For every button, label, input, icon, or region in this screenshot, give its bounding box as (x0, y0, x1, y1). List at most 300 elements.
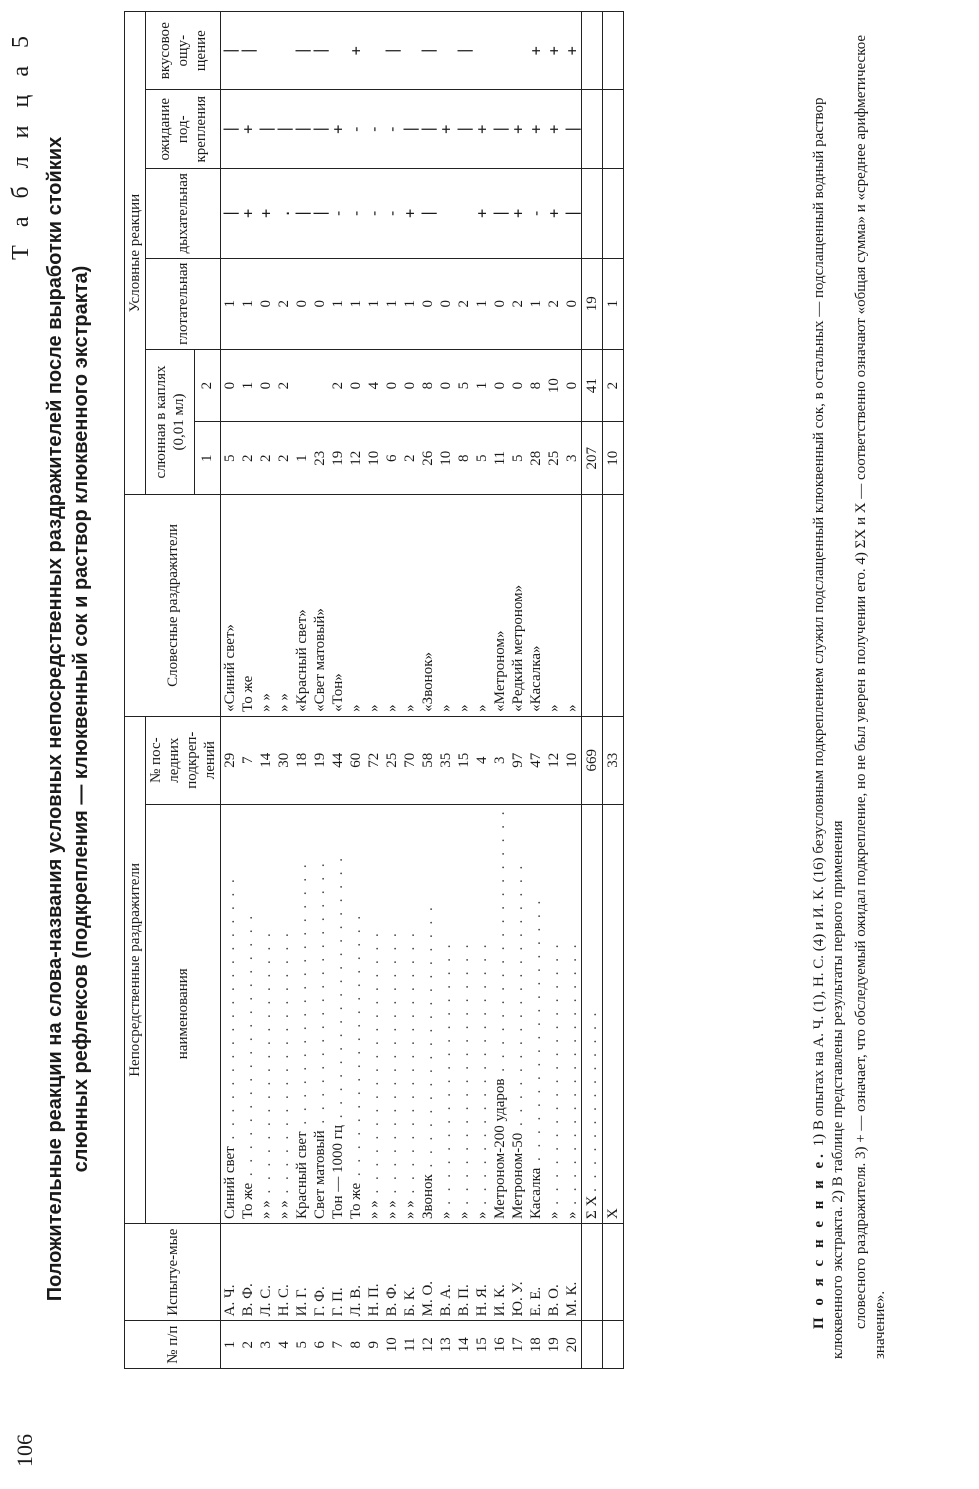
row-number: 4 (275, 1321, 293, 1369)
row-stimulus-name: Синий свет . . . . . . . . . . . . . . . . . . . . (221, 804, 240, 1223)
row-taste: | (419, 12, 437, 90)
row-expect: + (527, 90, 545, 169)
row-expect: | (455, 90, 473, 169)
row-reinforcement-count: 97 (509, 716, 527, 804)
row-saliva-2: 0 (347, 349, 365, 421)
row-number: 15 (473, 1321, 491, 1369)
row-number: 20 (563, 1321, 582, 1369)
row-swallow: 2 (509, 258, 527, 349)
leader-dots: . . . . . . . . . . . . . . . . . . . . (438, 941, 454, 1212)
sum-saliva-1: 207 (582, 422, 603, 495)
row-stimulus-name: Свет матовый . . . . . . . . . . . . . . . . . . . . (311, 804, 329, 1223)
row-reinforcement-count: 60 (347, 716, 365, 804)
leader-dots: . . . . . . . . . . . . . . . . . . . . (384, 930, 400, 1201)
row-saliva-1: 5 (473, 422, 491, 495)
row-taste (437, 12, 455, 90)
row-subject: Г. Ф. (311, 1224, 329, 1321)
leader-dots: . . . . . . . . . . . . . . . . . . . . (420, 904, 436, 1175)
row-subject: Б. К. (401, 1224, 419, 1321)
row-swallow: 1 (527, 258, 545, 349)
row-subject: В. Ф. (239, 1224, 257, 1321)
row-breath: + (545, 169, 563, 258)
table-label: Т а б л и ц а 5 (8, 30, 34, 260)
header-rownum: № п/п (125, 1321, 221, 1369)
row-breath: + (473, 169, 491, 258)
row-stimulus-name: » . . . . . . . . . . . . . . . . . . . . (455, 804, 473, 1223)
row-taste (257, 12, 275, 90)
sum-leader-dots: . . . . . . . . . . . . . . (584, 1009, 600, 1192)
row-breath: + (257, 169, 275, 258)
row-breath: | (221, 169, 240, 258)
mean-saliva-1: 10 (603, 422, 624, 495)
row-verbal-stimulus: » (563, 495, 582, 717)
mean-row (603, 12, 624, 1369)
row-taste: | (293, 12, 311, 90)
table-row (239, 12, 257, 1369)
note-paragraph-2: словесного раздражителя. 3) + — означает, что обследуемый ожидал подкрепление, но не был уверен в получении его. 4) ΣX и X — соответственно означают «общая сумма» и «среднее арифметическое значение». (853, 34, 888, 1359)
row-verbal-stimulus: «Тон» (329, 495, 347, 717)
row-saliva-1: 8 (455, 422, 473, 495)
row-taste (509, 12, 527, 90)
row-subject: Н. С. (275, 1224, 293, 1321)
sum-empty-3 (582, 495, 603, 717)
row-reinforcement-count: 44 (329, 716, 347, 804)
row-swallow: 0 (257, 258, 275, 349)
row-verbal-stimulus: «Свет матовый» (311, 495, 329, 717)
sum-label (582, 804, 603, 1223)
table-row (257, 12, 275, 1369)
row-saliva-1: 5 (509, 422, 527, 495)
row-verbal-stimulus: » (455, 495, 473, 717)
row-taste: + (545, 12, 563, 90)
sum-count: 669 (582, 716, 603, 804)
row-taste (365, 12, 383, 90)
row-saliva-1: 1 (293, 422, 311, 495)
row-subject: Ю. У. (509, 1224, 527, 1321)
table-row (293, 12, 311, 1369)
table-row (401, 12, 419, 1369)
row-saliva-1: 6 (383, 422, 401, 495)
row-reinforcement-count: 10 (563, 716, 582, 804)
row-expect: - (365, 90, 383, 169)
row-subject: В. О. (545, 1224, 563, 1321)
row-taste (401, 12, 419, 90)
row-number: 13 (437, 1321, 455, 1369)
row-taste (329, 12, 347, 90)
row-expect: | (257, 90, 275, 169)
row-swallow: 0 (563, 258, 582, 349)
row-swallow: 2 (545, 258, 563, 349)
leader-dots: . . . . . . . . . . . . . . . . . . . . (294, 861, 310, 1132)
row-saliva-2: 0 (491, 349, 509, 421)
note-lead: П о я с н е н и е. (811, 1150, 827, 1329)
row-swallow: 0 (311, 258, 329, 349)
row-expect: | (491, 90, 509, 169)
row-verbal-stimulus: » (383, 495, 401, 717)
row-reinforcement-count: 30 (275, 716, 293, 804)
row-swallow: 1 (329, 258, 347, 349)
header-count: № пос-ледних подкреп-лений (146, 716, 221, 804)
row-saliva-1: 2 (239, 422, 257, 495)
table-row (221, 12, 240, 1369)
table-row (509, 12, 527, 1369)
leader-dots: . . . . . . . . . . . . . . . . . . . . (276, 930, 292, 1201)
header-expect: ожидание под-крепления (146, 90, 221, 169)
row-expect: - (383, 90, 401, 169)
row-taste (491, 12, 509, 90)
row-stimulus-name: » » . . . . . . . . . . . . . . . . . . . . (401, 804, 419, 1223)
row-taste: | (311, 12, 329, 90)
row-saliva-1: 26 (419, 422, 437, 495)
row-number: 8 (347, 1321, 365, 1369)
row-verbal-stimulus: «Звонок» (419, 495, 437, 717)
row-expect: | (275, 90, 293, 169)
row-stimulus-name: Тон — 1000 гц . . . . . . . . . . . . . . . . . . . . (329, 804, 347, 1223)
row-swallow: 1 (221, 258, 240, 349)
row-saliva-1: 5 (221, 422, 240, 495)
row-swallow: 2 (275, 258, 293, 349)
row-saliva-2: 2 (275, 349, 293, 421)
row-taste: | (239, 12, 257, 90)
row-verbal-stimulus: «Синий свет» (221, 495, 240, 717)
row-swallow: 1 (239, 258, 257, 349)
mean-empty-1 (603, 1321, 624, 1369)
leader-dots: . . . . . . . . . . . . . . . . . . . . (510, 862, 526, 1133)
row-reinforcement-count: 4 (473, 716, 491, 804)
row-breath: - (383, 169, 401, 258)
row-number: 18 (527, 1321, 545, 1369)
row-saliva-1: 12 (347, 422, 365, 495)
row-number: 6 (311, 1321, 329, 1369)
row-number: 10 (383, 1321, 401, 1369)
row-saliva-1: 3 (563, 422, 582, 495)
row-taste: + (563, 12, 582, 90)
table-title (42, 79, 94, 1359)
row-stimulus-name: То же . . . . . . . . . . . . . . . . . . . . (347, 804, 365, 1223)
sum-label-text: Σ X (584, 1195, 600, 1219)
results-table (124, 11, 624, 1369)
row-stimulus-name: » . . . . . . . . . . . . . . . . . . . . (437, 804, 455, 1223)
row-taste: | (383, 12, 401, 90)
row-saliva-1: 11 (491, 422, 509, 495)
leader-dots: . . . . . . . . . . . . . . . . . . . . (564, 941, 580, 1212)
row-verbal-stimulus: » (437, 495, 455, 717)
row-swallow: 1 (365, 258, 383, 349)
row-saliva-1: 23 (311, 422, 329, 495)
row-breath: | (419, 169, 437, 258)
table-row (329, 12, 347, 1369)
row-verbal-stimulus: » (545, 495, 563, 717)
row-swallow: 2 (455, 258, 473, 349)
row-number: 12 (419, 1321, 437, 1369)
row-subject: Н. П. (365, 1224, 383, 1321)
row-breath: | (491, 169, 509, 258)
note-paragraph-1 (810, 29, 848, 1359)
row-number: 3 (257, 1321, 275, 1369)
row-reinforcement-count: 47 (527, 716, 545, 804)
row-stimulus-name: » . . . . . . . . . . . . . . . . . . . . (473, 804, 491, 1223)
row-subject: В. А. (437, 1224, 455, 1321)
row-reinforcement-count: 19 (311, 716, 329, 804)
mean-count: 33 (603, 716, 624, 804)
row-stimulus-name: » » . . . . . . . . . . . . . . . . . . . . (275, 804, 293, 1223)
row-verbal-stimulus: » (365, 495, 383, 717)
row-expect: | (401, 90, 419, 169)
header-verbal: Словесные раздражители (125, 495, 221, 717)
mean-label: X (603, 804, 624, 1223)
table-row (563, 12, 582, 1369)
row-expect: | (311, 90, 329, 169)
row-saliva-2: 5 (455, 349, 473, 421)
row-taste: | (221, 12, 240, 90)
mean-saliva-2: 2 (603, 349, 624, 421)
sum-empty-6 (582, 12, 603, 90)
row-stimulus-name: » . . . . . . . . . . . . . . . . . . . . (563, 804, 582, 1223)
row-taste: + (527, 12, 545, 90)
row-breath: . (275, 169, 293, 258)
row-reinforcement-count: 58 (419, 716, 437, 804)
sum-empty-5 (582, 90, 603, 169)
row-number: 7 (329, 1321, 347, 1369)
row-reinforcement-count: 70 (401, 716, 419, 804)
row-expect: + (473, 90, 491, 169)
note-text-1: 1) В опытах на А. Ч. (1), Н. С. (4) и И. К. (16) безусловным подкреплением служил подслащенный клюквенный сок, в остальных — подслащенный водный раствор клюквенного экстракта. 2) В таблице представлены результаты первого применения (811, 97, 846, 1359)
row-taste (275, 12, 293, 90)
row-verbal-stimulus: «Красный свет» (293, 495, 311, 717)
row-subject: И. К. (491, 1224, 509, 1321)
row-taste: + (347, 12, 365, 90)
row-saliva-2: 1 (473, 349, 491, 421)
row-breath: - (347, 169, 365, 258)
header-name: наименования (146, 804, 221, 1223)
row-subject: В. П. (455, 1224, 473, 1321)
row-saliva-2: 8 (419, 349, 437, 421)
row-subject: А. Ч. (221, 1224, 240, 1321)
row-breath: + (509, 169, 527, 258)
leader-dots: . . . . . . . . . . . . . . . . . . . . (258, 930, 274, 1201)
row-reinforcement-count: 35 (437, 716, 455, 804)
row-saliva-2: 8 (527, 349, 545, 421)
table-row (419, 12, 437, 1369)
row-verbal-stimulus: » » (275, 495, 293, 717)
table-row (275, 12, 293, 1369)
row-saliva-2: 2 (329, 349, 347, 421)
row-verbal-stimulus: » (347, 495, 365, 717)
header-conditioned: Условные реакции (125, 12, 146, 495)
mean-empty-4 (603, 169, 624, 258)
leader-dots: . . . . . . . . . . . . . . . . . . . . (222, 876, 238, 1147)
row-saliva-2: 0 (563, 349, 582, 421)
row-breath: | (563, 169, 582, 258)
header-saliva: слюнная в каплях (0,01 мл) (146, 349, 195, 494)
leader-dots: . . . . . . . . . . . . . . . . . . . . (312, 860, 328, 1131)
row-swallow: 1 (383, 258, 401, 349)
header-direct: Непосредственные раздражители (125, 716, 146, 1223)
row-saliva-2 (293, 349, 311, 421)
table-row (347, 12, 365, 1369)
row-subject: М. О. (419, 1224, 437, 1321)
sum-swallow: 19 (582, 258, 603, 349)
row-breath: - (527, 169, 545, 258)
row-breath: + (239, 169, 257, 258)
table-row (545, 12, 563, 1369)
row-expect: - (347, 90, 365, 169)
title-line-2: слюнных рефлексов (подкрепления — клюквенный сок и раствор клюквенного экстракта) (70, 265, 92, 1173)
row-saliva-2: 10 (545, 349, 563, 421)
title-line-1: Положительные реакции на слова-названия условных непосредственных раздражителей после выработки стойких (44, 136, 66, 1302)
row-saliva-2: 1 (239, 349, 257, 421)
header-breath: дыхательная (146, 169, 221, 258)
row-breath: | (311, 169, 329, 258)
row-stimulus-name: Метроном-200 ударов . . . . . . . . . . . . . . . . . . . . (491, 804, 509, 1223)
row-subject: М. К. (563, 1224, 582, 1321)
row-saliva-2: 0 (401, 349, 419, 421)
row-number: 1 (221, 1321, 240, 1369)
row-subject: Л. С. (257, 1224, 275, 1321)
row-stimulus-name: » » . . . . . . . . . . . . . . . . . . . . (257, 804, 275, 1223)
table-row (365, 12, 383, 1369)
row-breath: + (401, 169, 419, 258)
row-swallow: 0 (437, 258, 455, 349)
mean-empty-2 (603, 1224, 624, 1321)
row-reinforcement-count: 12 (545, 716, 563, 804)
row-verbal-stimulus: То же (239, 495, 257, 717)
row-swallow: 1 (347, 258, 365, 349)
table-row (473, 12, 491, 1369)
row-saliva-2: 4 (365, 349, 383, 421)
row-stimulus-name: Метроном-50 . . . . . . . . . . . . . . . . . . . . (509, 804, 527, 1223)
leader-dots: . . . . . . . . . . . . . . . . . . . . (474, 941, 490, 1212)
row-saliva-2: 0 (383, 349, 401, 421)
table-row (311, 12, 329, 1369)
sum-empty-1 (582, 1321, 603, 1369)
row-saliva-1: 10 (365, 422, 383, 495)
row-reinforcement-count: 29 (221, 716, 240, 804)
row-verbal-stimulus: «Редкий метроном» (509, 495, 527, 717)
row-subject: Л. В. (347, 1224, 365, 1321)
page-number: 106 (12, 1434, 37, 1467)
row-reinforcement-count: 15 (455, 716, 473, 804)
row-saliva-2: 0 (221, 349, 240, 421)
row-breath: - (329, 169, 347, 258)
row-expect: | (419, 90, 437, 169)
row-expect: | (221, 90, 240, 169)
row-expect: + (545, 90, 563, 169)
row-number: 5 (293, 1321, 311, 1369)
header-saliva-2: 2 (194, 349, 220, 421)
row-saliva-2: 0 (437, 349, 455, 421)
row-stimulus-name: » » . . . . . . . . . . . . . . . . . . . . (365, 804, 383, 1223)
row-breath (437, 169, 455, 258)
row-expect: + (509, 90, 527, 169)
row-taste (473, 12, 491, 90)
leader-dots: . . . . . . . . . . . . . . . . . . . . (240, 912, 256, 1183)
leader-dots: . . . . . . . . . . . . . . . . . . . . (546, 941, 562, 1212)
mean-empty-5 (603, 90, 624, 169)
leader-dots: . . . . . . . . . . . . . . . . . . . . (402, 930, 418, 1201)
row-subject: Е. Е. (527, 1224, 545, 1321)
sum-empty-2 (582, 1224, 603, 1321)
leader-dots: . . . . . . . . . . . . . . . . . . . . (528, 897, 544, 1168)
notes (810, 29, 894, 1359)
row-expect: + (437, 90, 455, 169)
leader-dots: . . . . . . . . . . . . . . . . . . . . (456, 941, 472, 1212)
leader-dots: . . . . . . . . . . . . . . . . . . . . (348, 912, 364, 1183)
row-expect: | (293, 90, 311, 169)
header-taste: вкусовое ощу-щение (146, 12, 221, 90)
row-stimulus-name: » . . . . . . . . . . . . . . . . . . . . (545, 804, 563, 1223)
table-row (491, 12, 509, 1369)
row-reinforcement-count: 18 (293, 716, 311, 804)
row-verbal-stimulus: «Метроном» (491, 495, 509, 717)
row-reinforcement-count: 7 (239, 716, 257, 804)
row-subject: В. Ф. (383, 1224, 401, 1321)
header-subject: Испытуе-мые (125, 1224, 221, 1321)
header-saliva-1: 1 (194, 422, 220, 495)
row-stimulus-name: » » . . . . . . . . . . . . . . . . . . . . (383, 804, 401, 1223)
row-swallow: 0 (293, 258, 311, 349)
sum-empty-4 (582, 169, 603, 258)
table-row (527, 12, 545, 1369)
table-row (383, 12, 401, 1369)
row-number: 11 (401, 1321, 419, 1369)
leader-dots: . . . . . . . . . . . . . . . . . . . . (366, 930, 382, 1201)
mean-empty-3 (603, 495, 624, 717)
row-verbal-stimulus: «Касалка» (527, 495, 545, 717)
row-saliva-1: 2 (401, 422, 419, 495)
mean-swallow: 1 (603, 258, 624, 349)
row-swallow: 0 (419, 258, 437, 349)
table-row (437, 12, 455, 1369)
row-breath (455, 169, 473, 258)
sum-saliva-2: 41 (582, 349, 603, 421)
sum-row (582, 12, 603, 1369)
row-number: 16 (491, 1321, 509, 1369)
row-verbal-stimulus: » (473, 495, 491, 717)
row-subject: Н. Я. (473, 1224, 491, 1321)
row-stimulus-name: Красный свет . . . . . . . . . . . . . . . . . . . . (293, 804, 311, 1223)
row-subject: И. Г. (293, 1224, 311, 1321)
row-number: 17 (509, 1321, 527, 1369)
row-expect: | (563, 90, 582, 169)
row-stimulus-name: Касалка . . . . . . . . . . . . . . . . . . . . (527, 804, 545, 1223)
row-saliva-1: 2 (257, 422, 275, 495)
row-stimulus-name: Звонок . . . . . . . . . . . . . . . . . . . . (419, 804, 437, 1223)
row-number: 9 (365, 1321, 383, 1369)
table-row (455, 12, 473, 1369)
row-taste: | (455, 12, 473, 90)
row-saliva-1: 19 (329, 422, 347, 495)
row-saliva-2: 0 (257, 349, 275, 421)
row-verbal-stimulus: » » (257, 495, 275, 717)
row-saliva-1: 10 (437, 422, 455, 495)
row-expect: + (329, 90, 347, 169)
row-reinforcement-count: 72 (365, 716, 383, 804)
row-stimulus-name: То же . . . . . . . . . . . . . . . . . . . . (239, 804, 257, 1223)
row-swallow: 1 (473, 258, 491, 349)
row-swallow: 1 (401, 258, 419, 349)
row-number: 2 (239, 1321, 257, 1369)
row-number: 14 (455, 1321, 473, 1369)
mean-empty-6 (603, 12, 624, 90)
row-expect: + (239, 90, 257, 169)
row-saliva-1: 28 (527, 422, 545, 495)
row-reinforcement-count: 25 (383, 716, 401, 804)
leader-dots: . . . . . . . . . . . . . . . . . . . . (492, 808, 508, 1079)
row-saliva-1: 2 (275, 422, 293, 495)
row-number: 19 (545, 1321, 563, 1369)
row-subject: Г. П. (329, 1224, 347, 1321)
